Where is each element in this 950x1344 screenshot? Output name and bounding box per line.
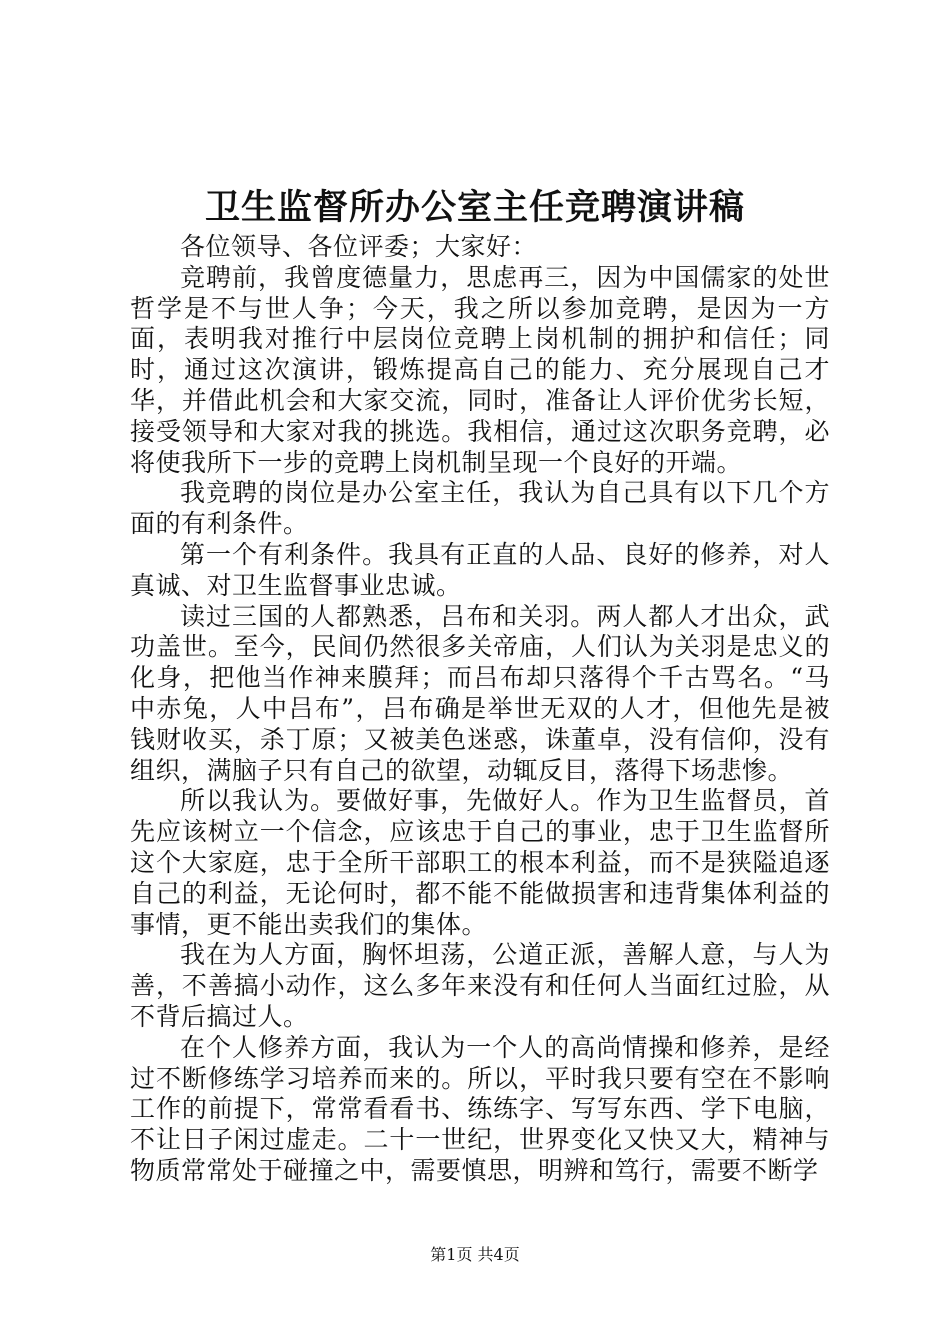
paragraph-greeting: 各位领导、各位评委；大家好：: [180, 232, 538, 261]
paragraph-be-good-person: 所以我认为。要做好事，先做好人。作为卫生监督员，首先应该树立一个信念，应该忠于自己的事业，忠于卫生监督所这个大家庭，忠于全所干部职工的根本利益，而不是狭隘追逐自己的利益，无论何时，都不能不能做损害和违背集体利益的事情，更不能出卖我们的集体。: [130, 786, 830, 939]
paragraph-self-cultivation: 在个人修养方面，我认为一个人的高尚情操和修养，是经过不断修练学习培养而来的。所以，平时我只要有空在不影响工作的前提下，常常看看书、练练字、写写东西、学下电脑，不让日子闲过虚走。二十一世纪，世界变化又快又大，精神与物质常常处于碰撞之中，需要慎思，明辨和笃行，需要不断学: [130, 1032, 830, 1185]
document-title: 卫生监督所办公室主任竞聘演讲稿: [204, 187, 745, 228]
paragraph-motivation: 竞聘前，我曾度德量力，思虑再三，因为中国儒家的处世哲学是不与世人争；今天，我之所以参加竞聘，是因为一方面，表明我对推行中层岗位竞聘上岗机制的拥护和信任；同时，通过这次演讲，锻炼提高自己的能力、充分展现自己才华，并借此机会和大家交流，同时，准备让人评价优劣长短，接受领导和大家对我的挑选。我相信，通过这次职务竞聘，必将使我所下一步的竞聘上岗机制呈现一个良好的开端。: [130, 262, 830, 477]
paragraph-personality: 我在为人方面，胸怀坦荡，公道正派，善解人意，与人为善，不善搞小动作，这么多年来没有和任何人当面红过脸，从不背后搞过人。: [130, 940, 830, 1031]
paragraph-position: 我竞聘的岗位是办公室主任，我认为自己具有以下几个方面的有利条件。: [130, 478, 830, 539]
document-body: [130, 232, 830, 1187]
paragraph-three-kingdoms: 读过三国的人都熟悉，吕布和关羽。两人都人才出众，武功盖世。至今，民间仍然很多关帝庙，人们认为关羽是忠义的化身，把他当作神来膜拜；而吕布却只落得个千古骂名。“马中赤兔，人中吕布”，吕布确是举世无双的人才，但他先是被钱财收买，杀丁原；又被美色迷惑，诛董卓，没有信仰，没有组织，满脑子只有自己的欲望，动辄反目，落得下场悲惨。: [130, 601, 830, 785]
page-footer: 第1页 共4页: [430, 1245, 520, 1264]
paragraph-first-condition: 第一个有利条件。我具有正直的人品、良好的修养，对人真诚、对卫生监督事业忠诚。: [130, 539, 830, 600]
